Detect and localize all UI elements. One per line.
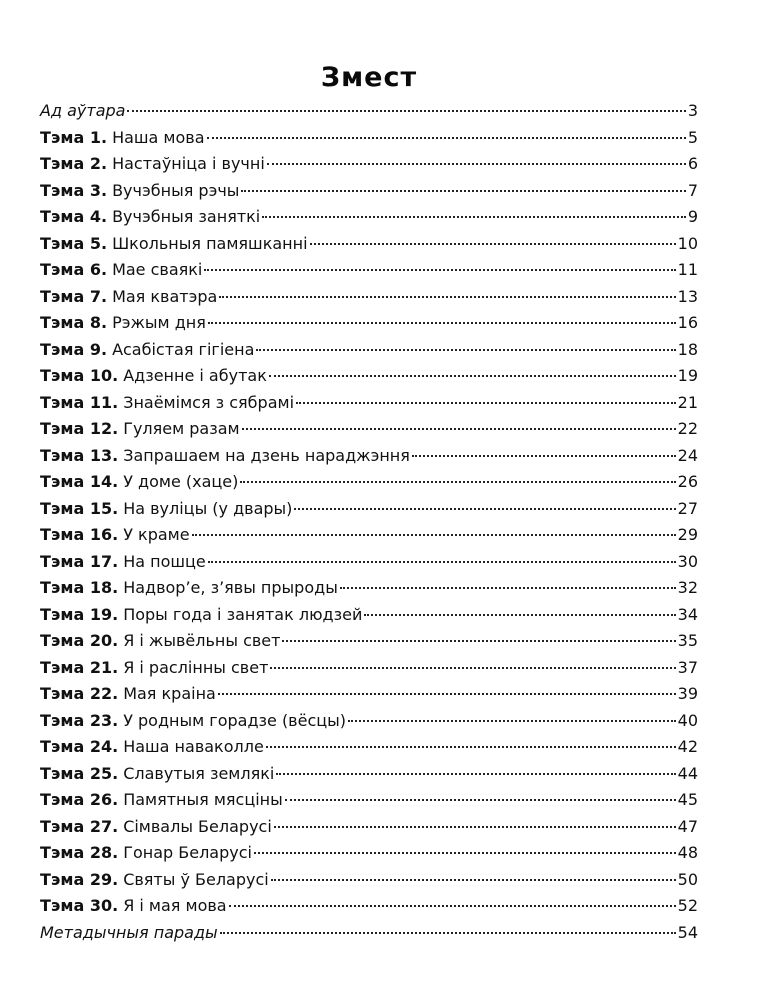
dot-leader [220,932,676,934]
toc-entry [40,549,698,576]
toc-entry-page-number: 21 [677,392,698,412]
toc-entry [40,734,698,761]
toc-entry-number: Тэма 26. [40,790,119,809]
toc-entry [40,257,698,284]
toc-entry-number: Тэма 27. [40,816,119,836]
toc-entry [40,151,698,178]
dot-leader [208,322,676,324]
toc-entry-number: Тэма 22. [40,684,119,703]
dot-leader [218,693,676,695]
toc-entry-number: Тэма 10. [40,366,119,385]
toc-entry-title: У доме (хаце) [123,472,239,491]
toc-entry-title: Адзенне і абутак [123,366,267,385]
table-of-contents [40,98,698,946]
dot-leader [412,455,676,457]
toc-entry-number: Тэма 29. [40,869,119,889]
toc-entry [40,867,698,894]
toc-entry-page-number: 39 [677,684,698,703]
toc-entry-page-number: 18 [677,339,698,359]
toc-entry-title: Наша мова [112,127,205,147]
toc-entry-title: Славутыя землякі [123,763,275,783]
toc-entry-page-number: 48 [677,843,698,862]
toc-entry-number: Тэма 16. [40,525,119,544]
dot-leader [241,190,685,192]
toc-entry-page-number: 37 [677,657,698,677]
dot-leader [296,402,676,404]
toc-entry-number: Тэма 19. [40,604,119,624]
toc-entry-page-number: 22 [677,419,698,438]
dot-leader [229,905,676,907]
toc-entry-page-number: 54 [677,922,698,942]
toc-entry-number: Тэма 21. [40,657,119,677]
toc-entry-title: Наша наваколле [123,737,264,756]
toc-entry-number: Тэма 4. [40,207,108,226]
toc-entry-title: Асабістая гігіена [112,339,255,359]
dot-leader [269,375,676,377]
toc-entry [40,337,698,364]
dot-leader [274,826,676,828]
toc-entry [40,787,698,814]
toc-entry [40,496,698,523]
dot-leader [256,349,675,351]
toc-entry-number: Тэма 6. [40,260,108,279]
toc-entry-number: Тэма 7. [40,286,108,306]
toc-entry-title: Школьныя памяшканні [112,233,308,253]
toc-entry [40,390,698,417]
toc-entry-number: Тэма 18. [40,578,119,597]
dot-leader [310,243,676,245]
toc-entry-page-number: 47 [677,816,698,836]
toc-entry-title: Поры года і занятак людзей [123,604,363,624]
toc-entry-number: Тэма 12. [40,419,119,438]
toc-entry-page-number: 26 [677,472,698,491]
toc-entry-title: Мая кватэра [112,286,218,306]
toc-entry-page-number: 42 [677,737,698,756]
toc-entry-page-number: 34 [677,604,698,624]
dot-leader [204,269,675,271]
toc-entry [40,628,698,655]
toc-entry-title: Памятныя мясціны [123,790,283,809]
toc-entry-title: Знаёмімся з сябрамі [123,392,295,412]
toc-entry-title: Я і раслінны свет [123,657,269,677]
toc-entry [40,681,698,708]
dot-leader [340,587,676,589]
dot-leader [282,640,675,642]
toc-entry-page-number: 27 [677,498,698,518]
dot-leader [207,137,686,139]
toc-entry-page-number: 44 [677,763,698,783]
toc-entry-number: Тэма 23. [40,710,119,730]
toc-entry-title: Я і жывёльны свет [123,631,281,650]
toc-entry-page-number: 13 [677,286,698,306]
toc-entry [40,310,698,337]
dot-leader [192,534,676,536]
toc-entry-number: Тэма 11. [40,392,119,412]
toc-entry [40,655,698,682]
toc-entry-title: Мае сваякі [112,260,203,279]
toc-entry-title: У родным горадзе (вёсцы) [123,710,347,730]
toc-entry-page-number: 5 [687,127,698,147]
toc-entry-title: Гуляем разам [123,419,240,438]
toc-entry [40,469,698,496]
toc-entry-title: Святы ў Беларусі [123,869,269,889]
toc-entry [40,840,698,867]
toc-entry [40,204,698,231]
toc-entry-title: Гонар Беларусі [123,843,252,862]
dot-leader [276,773,675,775]
toc-entry-title: Сімвалы Беларусі [123,816,272,836]
toc-entry-page-number: 52 [677,896,698,915]
toc-entry-title: Метадычныя парады [40,922,218,942]
toc-entry-page-number: 10 [677,233,698,253]
toc-entry-number: Тэма 1. [40,127,108,147]
toc-entry-page-number: 19 [677,366,698,385]
dot-leader [266,746,676,748]
toc-entry-page-number: 35 [677,631,698,650]
dot-leader [219,296,675,298]
toc-entry-title: Надвор’е, з’явы прыроды [123,578,338,597]
toc-entry-title: Ад аўтара [40,101,126,120]
toc-entry-title: Вучэбныя рэчы [112,180,240,200]
toc-entry-title: Я і мая мова [123,896,227,915]
toc-entry-title: Настаўніца і вучні [112,154,265,173]
dot-leader [348,720,676,722]
toc-entry [40,231,698,258]
toc-entry-page-number: 40 [677,710,698,730]
toc-entry-number: Тэма 25. [40,763,119,783]
toc-entry [40,284,698,311]
toc-entry-page-number: 50 [677,869,698,889]
toc-entry [40,893,698,920]
toc-entry-number: Тэма 9. [40,339,108,359]
toc-entry-title: Вучэбныя заняткі [112,207,261,226]
toc-entry-title: На вуліцы (у двары) [123,498,293,518]
toc-entry-page-number: 16 [677,313,698,332]
dot-leader [254,852,676,854]
toc-entry-page-number: 45 [677,790,698,809]
toc-entry-page-number: 6 [687,154,698,173]
dot-leader [271,879,676,881]
toc-entry [40,416,698,443]
toc-entry-page-number: 9 [687,207,698,226]
toc-entry-page-number: 24 [677,445,698,465]
dot-leader [294,508,675,510]
dot-leader [285,799,676,801]
dot-leader [267,163,686,165]
toc-entry-number: Тэма 5. [40,233,108,253]
toc-entry-title: На пошце [123,551,206,571]
toc-entry-number: Тэма 30. [40,896,119,915]
dot-leader [208,561,676,563]
toc-entry [40,522,698,549]
toc-entry [40,575,698,602]
toc-entry-number: Тэма 8. [40,313,108,332]
toc-entry-title: Мая краіна [123,684,216,703]
toc-entry-number: Тэма 20. [40,631,119,650]
toc-entry-page-number: 30 [677,551,698,571]
dot-leader [242,428,676,430]
toc-entry-number: Тэма 28. [40,843,119,862]
toc-entry-title: Запрашаем на дзень нараджэння [123,445,410,465]
toc-entry-title: У краме [123,525,190,544]
toc-entry [40,125,698,152]
toc-entry-page-number: 29 [677,525,698,544]
toc-entry [40,178,698,205]
toc-entry-number: Тэма 13. [40,445,119,465]
dot-leader [364,614,675,616]
toc-entry-number: Тэма 3. [40,180,108,200]
toc-page [40,0,698,946]
toc-entry [40,761,698,788]
toc-entry [40,920,698,947]
toc-entry-number: Тэма 2. [40,154,108,173]
dot-leader [240,481,675,483]
toc-entry [40,363,698,390]
toc-entry-page-number: 7 [687,180,698,200]
toc-entry-page-number: 3 [687,101,698,120]
page-title: Змест [320,62,418,93]
toc-entry [40,602,698,629]
toc-entry-title: Рэжым дня [112,313,206,332]
dot-leader [127,110,685,112]
dot-leader [262,216,686,218]
toc-entry-number: Тэма 17. [40,551,119,571]
toc-entry-number: Тэма 14. [40,472,119,491]
toc-entry-number: Тэма 24. [40,737,119,756]
toc-entry [40,443,698,470]
dot-leader [270,667,675,669]
toc-entry-number: Тэма 15. [40,498,119,518]
toc-entry [40,708,698,735]
toc-entry-page-number: 11 [677,260,698,279]
toc-entry-page-number: 32 [677,578,698,597]
toc-entry [40,98,698,125]
toc-entry [40,814,698,841]
